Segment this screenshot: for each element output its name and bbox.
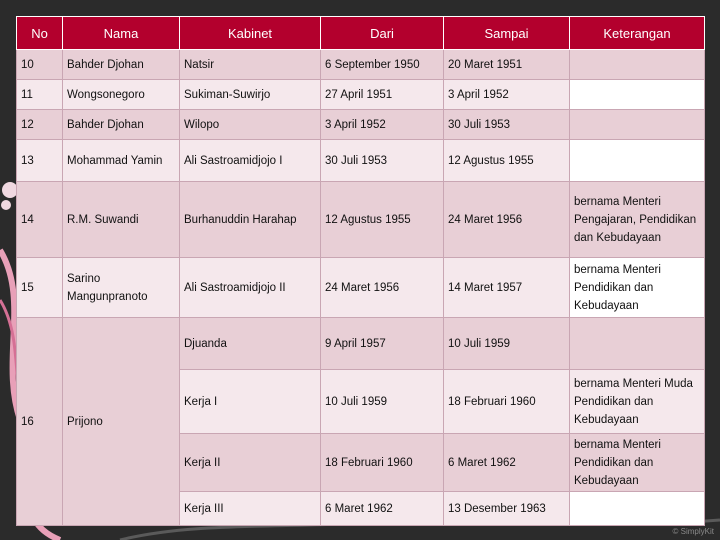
cell-keterangan — [570, 318, 705, 370]
ministers-table — [16, 16, 705, 526]
cell-nama: Bahder Djohan — [63, 50, 180, 80]
cell-dari: 6 September 1950 — [321, 50, 444, 80]
cell-sampai: 10 Juli 1959 — [444, 318, 570, 370]
cell-dari: 24 Maret 1956 — [321, 258, 444, 318]
table-row — [17, 50, 705, 80]
cell-kabinet: Sukiman-Suwirjo — [180, 80, 321, 110]
table-row — [17, 140, 705, 182]
cell-keterangan — [570, 110, 705, 140]
cell-dari: 30 Juli 1953 — [321, 140, 444, 182]
cell-dari: 6 Maret 1962 — [321, 492, 444, 526]
cell-nama: Prijono — [63, 318, 180, 526]
cell-nama: Wongsonegoro — [63, 80, 180, 110]
cell-no: 13 — [17, 140, 63, 182]
cell-keterangan: bernama Menteri Muda Pendidikan dan Kebudayaan — [570, 370, 705, 434]
cell-nama: R.M. Suwandi — [63, 182, 180, 258]
cell-kabinet: Natsir — [180, 50, 321, 80]
header-kabinet: Kabinet — [180, 17, 321, 50]
cell-dari: 27 April 1951 — [321, 80, 444, 110]
table-row — [17, 182, 705, 258]
cell-nama: Bahder Djohan — [63, 110, 180, 140]
cell-no: 16 — [17, 318, 63, 526]
table-row — [17, 80, 705, 110]
cell-no: 14 — [17, 182, 63, 258]
cell-keterangan — [570, 140, 705, 182]
cell-kabinet: Burhanuddin Harahap — [180, 182, 321, 258]
cell-kabinet: Wilopo — [180, 110, 321, 140]
cell-keterangan — [570, 50, 705, 80]
cell-dari: 9 April 1957 — [321, 318, 444, 370]
cell-kabinet: Djuanda — [180, 318, 321, 370]
cell-sampai: 20 Maret 1951 — [444, 50, 570, 80]
header-nama: Nama — [63, 17, 180, 50]
cell-keterangan: bernama Menteri Pendidikan dan Kebudayaan — [570, 258, 705, 318]
cell-keterangan: bernama Menteri Pendidikan dan Kebudayaan — [570, 434, 705, 492]
header-no: No — [17, 17, 63, 50]
cell-dari: 12 Agustus 1955 — [321, 182, 444, 258]
cell-keterangan — [570, 80, 705, 110]
cell-keterangan: bernama Menteri Pengajaran, Pendidikan dan Kebudayaan — [570, 182, 705, 258]
watermark: © SimplyKit — [672, 527, 714, 536]
header-keterangan: Keterangan — [570, 17, 705, 50]
cell-sampai: 3 April 1952 — [444, 80, 570, 110]
officials-table-container — [16, 16, 704, 524]
cell-no: 11 — [17, 80, 63, 110]
table-row — [17, 110, 705, 140]
header-sampai: Sampai — [444, 17, 570, 50]
table-row — [17, 258, 705, 318]
cell-kabinet: Ali Sastroamidjojo I — [180, 140, 321, 182]
header-dari: Dari — [321, 17, 444, 50]
cell-no: 12 — [17, 110, 63, 140]
cell-nama: Mohammad Yamin — [63, 140, 180, 182]
cell-dari: 18 Februari 1960 — [321, 434, 444, 492]
cell-kabinet: Kerja II — [180, 434, 321, 492]
table-row — [17, 318, 705, 370]
cell-sampai: 30 Juli 1953 — [444, 110, 570, 140]
cell-sampai: 6 Maret 1962 — [444, 434, 570, 492]
cell-dari: 10 Juli 1959 — [321, 370, 444, 434]
cell-kabinet: Ali Sastroamidjojo II — [180, 258, 321, 318]
cell-nama: Sarino Mangunpranoto — [63, 258, 180, 318]
cell-keterangan — [570, 492, 705, 526]
cell-kabinet: Kerja III — [180, 492, 321, 526]
header-row — [17, 17, 705, 50]
cell-sampai: 12 Agustus 1955 — [444, 140, 570, 182]
cell-sampai: 13 Desember 1963 — [444, 492, 570, 526]
cell-kabinet: Kerja I — [180, 370, 321, 434]
cell-dari: 3 April 1952 — [321, 110, 444, 140]
cell-no: 15 — [17, 258, 63, 318]
cell-no: 10 — [17, 50, 63, 80]
cell-sampai: 14 Maret 1957 — [444, 258, 570, 318]
cell-sampai: 18 Februari 1960 — [444, 370, 570, 434]
cell-sampai: 24 Maret 1956 — [444, 182, 570, 258]
